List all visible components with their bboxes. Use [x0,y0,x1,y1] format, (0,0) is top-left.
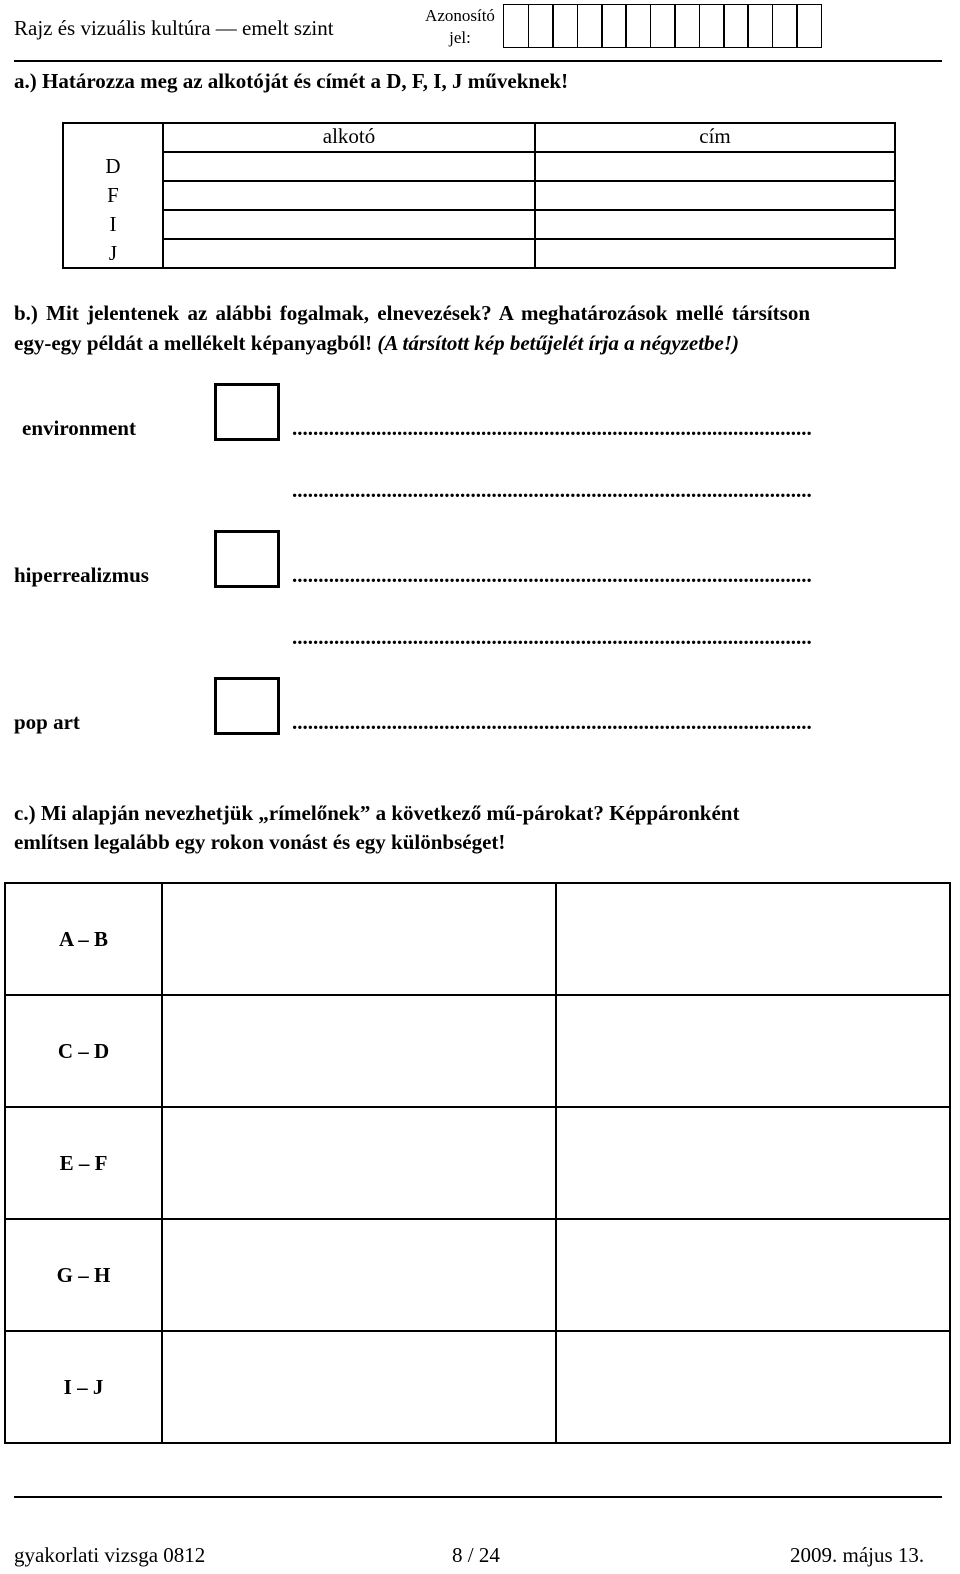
id-digit-box[interactable] [577,4,603,48]
table-row [5,883,950,995]
id-label-line1: Azonosító [425,6,495,25]
row-label: J [63,239,163,268]
difference-cell[interactable] [556,1331,950,1443]
pair-label: I – J [5,1331,162,1443]
id-digit-box[interactable] [699,4,725,48]
page-number: 8 / 24 [452,1543,500,1567]
id-digit-box[interactable] [601,4,627,48]
title-cell[interactable] [535,152,895,181]
id-digit-box[interactable] [625,4,651,48]
question-b-line2 [14,331,739,356]
title-cell[interactable] [535,210,895,239]
author-cell[interactable] [163,210,535,239]
id-digit-box[interactable] [528,4,554,48]
row-label: F [63,181,163,210]
answer-line[interactable]: ................................................................................................... [292,625,812,649]
answer-box-hiperrealizmus[interactable] [214,530,280,588]
question-c-line1: c.) Mi alapján nevezhetjük „rímelőnek” a következő mű-párokat? Képpáronként [14,801,740,825]
answer-line[interactable]: ................................................................................................... [292,416,812,440]
answer-line[interactable]: ................................................................................................... [292,563,812,587]
term-pop-art: pop art [14,710,80,734]
footer-divider [14,1496,942,1498]
id-digit-box[interactable] [796,4,822,48]
difference-cell[interactable] [556,883,950,995]
answer-line[interactable]: ................................................................................................... [292,478,812,502]
answer-line[interactable]: ................................................................................................... [292,710,812,734]
header-divider [14,60,942,62]
term-hiperrealizmus: hiperrealizmus [14,563,149,587]
question-b-line1: b.) Mit jelentenek az alábbi fogalmak, elnevezések? A meghatározások mellé társítson [14,301,811,325]
similarity-cell[interactable] [162,995,556,1107]
pair-label: E – F [5,1107,162,1219]
footer-date: 2009. május 13. [790,1543,925,1567]
answer-box-environment[interactable] [214,383,280,441]
title-cell[interactable] [535,239,895,268]
table-row [5,1219,950,1331]
similarity-cell[interactable] [162,883,556,995]
answer-box-pop-art[interactable] [214,677,280,735]
difference-cell[interactable] [556,1219,950,1331]
row-label: D [63,152,163,181]
id-label [420,5,500,49]
table-row [63,239,895,268]
question-a: a.) Határozza meg az alkotóját és címét a D, F, I, J műveknek! [14,69,569,93]
id-digit-box[interactable] [503,4,529,48]
table-row [5,995,950,1107]
id-label-line2: jel: [449,28,471,47]
id-digit-box[interactable] [772,4,798,48]
table-a-corner [63,123,163,152]
difference-cell[interactable] [556,995,950,1107]
author-cell[interactable] [163,239,535,268]
row-label: I [63,210,163,239]
table-row [63,181,895,210]
table-row [5,1107,950,1219]
header-title: Rajz és vizuális kultúra — emelt szint [14,16,334,40]
id-box-row [505,4,822,48]
id-digit-box[interactable] [723,4,749,48]
id-digit-box[interactable] [650,4,676,48]
question-b-text: egy-egy példát a mellékelt képanyagból! [14,331,378,355]
pair-label: C – D [5,995,162,1107]
question-c-line2: említsen legalább egy rokon vonást és egy különbséget! [14,830,506,854]
similarity-cell[interactable] [162,1219,556,1331]
similarity-cell[interactable] [162,1331,556,1443]
table-c [4,882,951,1444]
term-environment: environment [22,416,136,440]
pair-label: A – B [5,883,162,995]
id-digit-box[interactable] [674,4,700,48]
id-digit-box[interactable] [552,4,578,48]
question-b-instruction: (A társított kép betűjelét írja a négyzetbe!) [377,331,740,355]
table-row [63,152,895,181]
col-title-header: cím [535,123,895,152]
title-cell[interactable] [535,181,895,210]
table-a [62,122,896,269]
difference-cell[interactable] [556,1107,950,1219]
author-cell[interactable] [163,181,535,210]
author-cell[interactable] [163,152,535,181]
id-digit-box[interactable] [747,4,773,48]
table-row [5,1331,950,1443]
table-row [63,210,895,239]
pair-label: G – H [5,1219,162,1331]
footer-exam-name: gyakorlati vizsga 0812 [14,1543,206,1567]
col-author-header: alkotó [163,123,535,152]
similarity-cell[interactable] [162,1107,556,1219]
